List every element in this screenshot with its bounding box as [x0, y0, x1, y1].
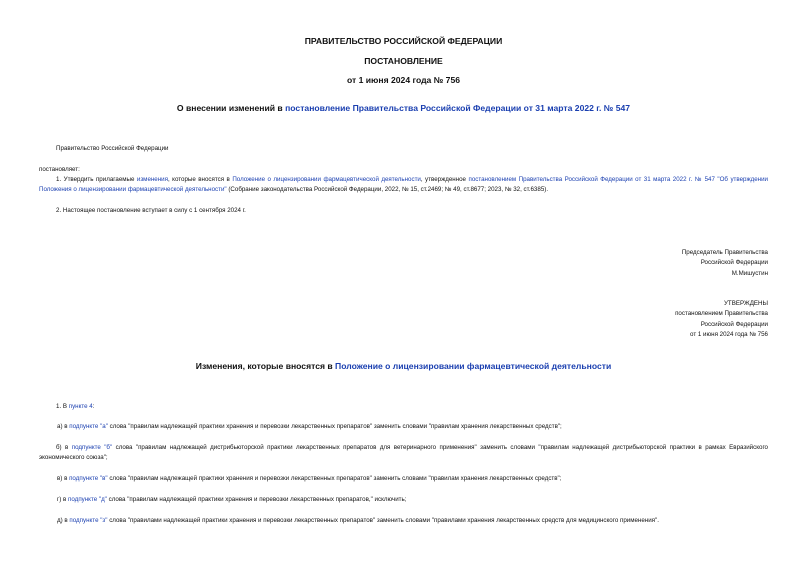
- changes-item-1-prefix: 1. В: [56, 403, 69, 410]
- subitem-a-prefix: а) в: [57, 423, 70, 430]
- changes-item-1: [56, 402, 94, 412]
- subitem-v-prefix: в) в: [57, 475, 70, 482]
- item-1-text-a: 1. Утвердить прилагаемые: [56, 176, 137, 183]
- government-line: Правительство Российской Федерации: [56, 145, 169, 152]
- document-title-prefix: О внесении изменений в: [176, 103, 286, 113]
- approved-country: Российской Федерации: [700, 320, 768, 328]
- signature-name: М.Мишустин: [731, 269, 768, 277]
- resolution-547-link[interactable]: постановление Правительства Российской Федерации от 31 марта 2022 г. № 547: [285, 103, 631, 113]
- document-type: ПОСТАНОВЛЕНИЕ: [364, 56, 443, 66]
- subitem-b-prefix: б) в: [56, 444, 72, 451]
- subitem-g: [57, 495, 768, 505]
- subitem-a-text: слова "правилам надлежащей практики хранения и перевозки лекарственных препаратов" заменить словами "правилам хранения лекарственных средств";: [107, 423, 562, 430]
- subitem-v-text: слова "правилам надлежащей практики хранения и перевозки лекарственных препаратов" заменить словами "правилам хранения лекарственных средств";: [107, 475, 562, 482]
- document-date-number: от 1 июня 2024 года № 756: [346, 75, 461, 85]
- signature-country: Российской Федерации: [700, 259, 768, 267]
- subitem-g-prefix: г) в: [57, 496, 69, 503]
- subpoint-b-link[interactable]: подпункте "б": [71, 444, 113, 451]
- subitem-a: [57, 422, 768, 432]
- document-title: [0, 103, 807, 113]
- changes-title: [0, 361, 807, 371]
- licensing-regulation-link[interactable]: Положение о лицензировании фармацевтической деятельности: [232, 176, 421, 183]
- government-heading: ПРАВИТЕЛЬСТВО РОССИЙСКОЙ ФЕДЕРАЦИИ: [304, 36, 503, 46]
- approved-block: [675, 299, 768, 341]
- item-1-text-d: (Собрание законодательства Российской Федерации, 2022, № 15, ст.2469; № 49, ст.8677; 2023, № 32, ст.6385).: [226, 186, 549, 194]
- item-1-paragraph: [39, 175, 768, 196]
- subpoint-z-link[interactable]: подпункте "з": [69, 517, 108, 524]
- decides-line: постановляет:: [39, 166, 80, 173]
- subitem-d-prefix: д) в: [57, 517, 70, 524]
- subitem-d-text: слова "правилами надлежащей практики хранения и перевозки лекарственных препаратов" заменить словами "правилами хранения лекарственных средств для медицинского применения".: [107, 517, 659, 524]
- subitem-g-text: слова "правилам надлежащей практики хранения и перевозки лекарственных препаратов," исключить;: [106, 496, 407, 503]
- approved-label: УТВЕРЖДЕНЫ: [724, 300, 768, 307]
- subitem-d: [57, 516, 768, 526]
- changes-link[interactable]: изменения: [136, 176, 168, 183]
- item-2-paragraph: 2. Настоящее постановление вступает в силу с 1 сентября 2024 г.: [56, 207, 246, 214]
- changes-title-prefix: Изменения, которые вносятся в: [195, 361, 336, 371]
- subitem-v: [57, 474, 768, 484]
- resolution-link[interactable]: постановлением Правительства Российской Федерации от 31 марта 2022 г. № 547 "Об утверждении Положения о лицензировании фармацевтической деятельности": [39, 176, 768, 194]
- signature-position: Председатель Правительства: [681, 249, 768, 256]
- changes-regulation-link[interactable]: Положение о лицензировании фармацевтической деятельности: [335, 361, 612, 371]
- approved-date: от 1 июня 2024 года № 756: [690, 331, 768, 339]
- subpoint-d-link[interactable]: подпункте "д": [68, 496, 107, 503]
- subitem-b-text: слова "правилам надлежащей дистрибьюторской практики лекарственных препаратов для ветеринарного применения" заменить словами "правилам надлежащей дистрибьюторской практики в рамках Евразийского экономического союза";: [39, 444, 769, 462]
- item-1-text-c: , утвержденное: [420, 176, 469, 183]
- subpoint-v-link[interactable]: подпункте "в": [69, 475, 108, 482]
- subitem-b: [39, 443, 768, 464]
- item-1-text-b: , которые вносятся в: [167, 176, 233, 183]
- subpoint-a-link[interactable]: подпункте "а": [69, 423, 108, 430]
- approved-by: постановлением Правительства: [675, 310, 768, 318]
- signature-block: [682, 248, 768, 279]
- point-4-link[interactable]: пункте 4: [68, 403, 93, 410]
- changes-item-1-suffix: :: [92, 403, 95, 410]
